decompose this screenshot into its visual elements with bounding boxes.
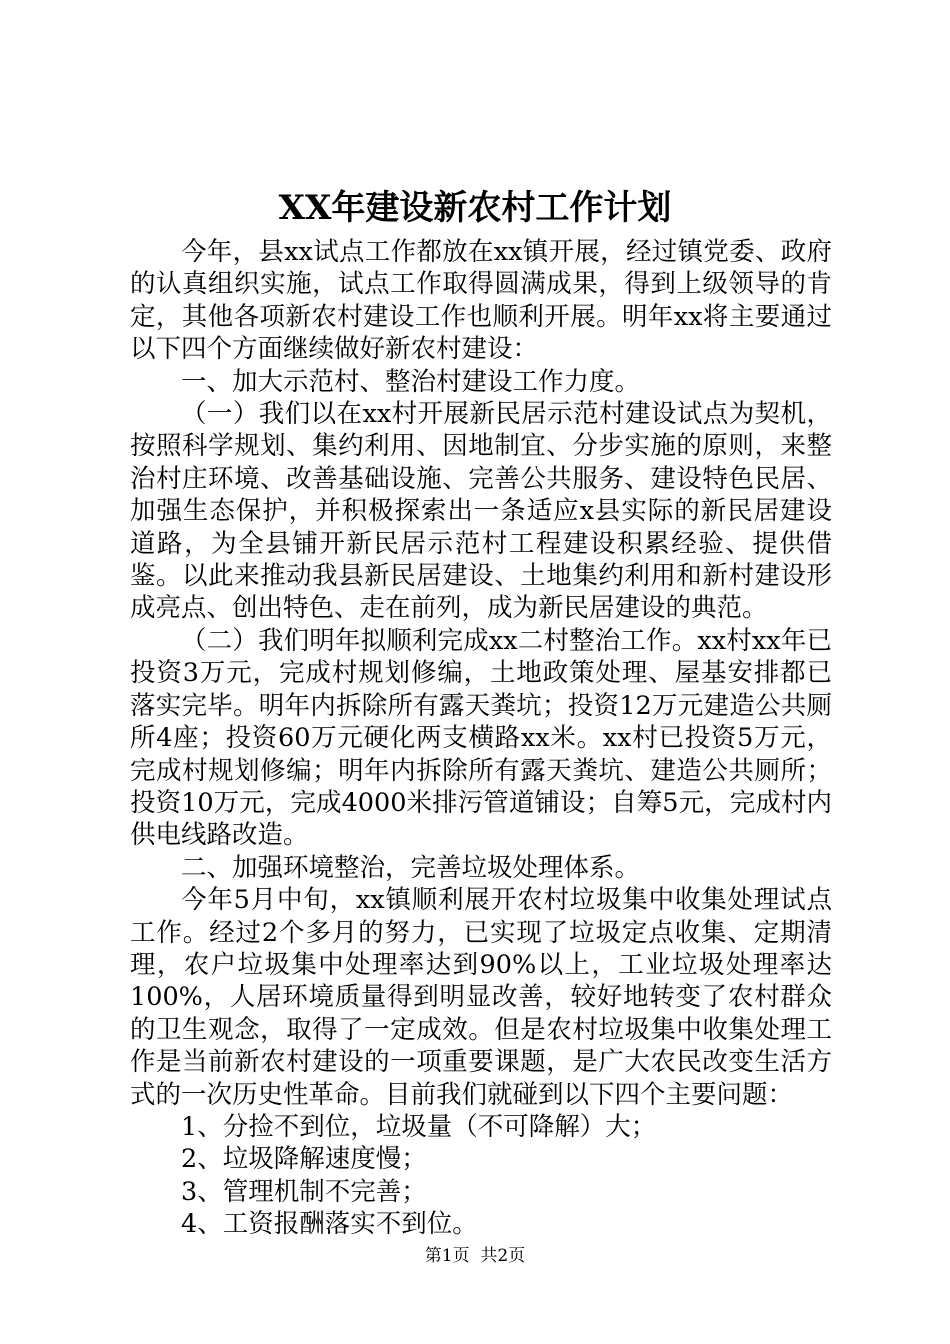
document-title: XX年建设新农村工作计划 <box>278 188 672 228</box>
page-footer <box>0 1244 950 1268</box>
page-total: 共2页 <box>480 1246 526 1266</box>
list-item-problem-2: 2、垃圾降解速度慢； <box>181 1144 427 1175</box>
paragraph-subsection-2: （二）我们明年拟顺利完成xx二村整治工作。xx村xx年已投资3万元，完成村规划修编，土地政策处理、屋基安排都已落实完毕。明年内拆除所有露天粪坑；投资12万元建造公共厕所4座；投资60万元硬化两支横路xx米。xx村已投资5万元，完成村规划修编；明年内拆除所有露天粪坑、建造公共厕所；投资10万元，完成4000米排污管道铺设；自筹5元，完成村内供电线路改造。 <box>130 625 832 851</box>
document-body <box>130 236 832 1241</box>
paragraph-intro: 今年，县xx试点工作都放在xx镇开展，经过镇党委、政府的认真组织实施，试点工作取得圆满成果，得到上级领导的肯定，其他各项新农村建设工作也顺利开展。明年xx将主要通过以下四个方面继续做好新农村建设： <box>130 237 832 365</box>
section-heading-2: 二、加强环境整治，完善垃圾处理体系。 <box>181 852 641 883</box>
list-item-problem-4: 4、工资报酬落实不到位。 <box>181 1209 478 1240</box>
list-item-problem-3: 3、管理机制不完善； <box>181 1176 427 1207</box>
section-heading-1: 一、加大示范村、整治村建设工作力度。 <box>181 366 641 397</box>
list-item-problem-1: 1、分捡不到位，垃圾量（不可降解）大； <box>181 1111 657 1142</box>
paragraph-waste: 今年5月中旬，xx镇顺利展开农村垃圾集中收集处理试点工作。经过2个多月的努力，已实现了垃圾定点收集、定期清理，农户垃圾集中处理率达到90%以上，工业垃圾处理率达100%，人居环境质量得到明显改善，较好地转变了农村群众的卫生观念，取得了一定成效。但是农村垃圾集中收集处理工作是当前新农村建设的一项重要课题，是广大农民改变生活方式的一次历史性革命。目前我们就碰到以下四个主要问题： <box>130 885 832 1110</box>
page-number: 第1页 <box>424 1246 470 1266</box>
paragraph-subsection-1: （一）我们以在xx村开展新民居示范村建设试点为契机，按照科学规划、集约利用、因地制宜、分步实施的原则，来整治村庄环境、改善基础设施、完善公共服务、建设特色民居、加强生态保护，并积极探索出一条适应x县实际的新民居建设道路，为全县铺开新民居示范村工程建设积累经验、提供借鉴。以此来推动我县新民居建设、土地集约利用和新村建设形成亮点、创出特色、走在前列，成为新民居建设的典范。 <box>130 399 832 624</box>
